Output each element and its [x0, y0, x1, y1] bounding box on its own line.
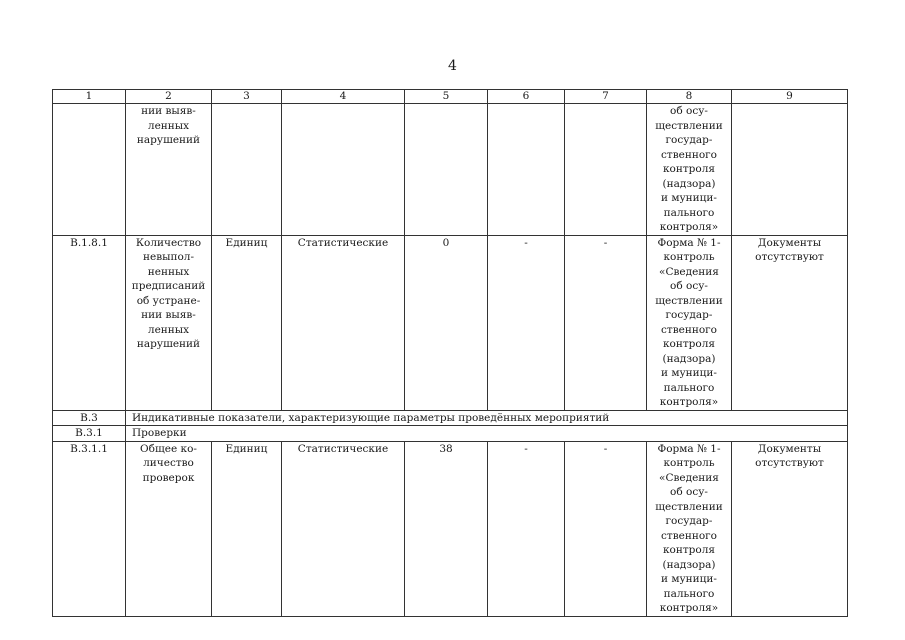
section-row-b31 [53, 426, 848, 442]
value-cell [405, 104, 488, 236]
col6-cell: - [488, 235, 565, 410]
code-cell [53, 104, 126, 236]
indicator-name-cell: Общее ко- личество проверок [126, 441, 212, 616]
method-cell: Статистические [282, 441, 405, 616]
unit-cell: Единиц [212, 235, 282, 410]
col7-cell: - [565, 235, 647, 410]
code-cell: В.1.8.1 [53, 235, 126, 410]
unit-cell: Единиц [212, 441, 282, 616]
unit-cell [212, 104, 282, 236]
table-row-b181 [53, 235, 848, 410]
col6-cell [488, 104, 565, 236]
documents-cell: Документы отсутствуют [732, 441, 848, 616]
method-cell: Статистические [282, 235, 405, 410]
column-number: 9 [732, 90, 848, 104]
column-number: 3 [212, 90, 282, 104]
section-title-cell: Индикативные показатели, характеризующие параметры проведённых мероприятий [126, 410, 848, 426]
source-cell: Форма № 1- контроль «Сведения об осу- ществлении государ- ственного контроля (надзора) и муници- пального контроля» [647, 441, 732, 616]
column-number: 1 [53, 90, 126, 104]
column-number: 5 [405, 90, 488, 104]
source-cell: Форма № 1- контроль «Сведения об осу- ществлении государ- ственного контроля (надзора) и муници- пального контроля» [647, 235, 732, 410]
col7-cell: - [565, 441, 647, 616]
column-number: 8 [647, 90, 732, 104]
page-number: 4 [448, 58, 457, 74]
column-number: 4 [282, 90, 405, 104]
column-number-row [53, 90, 848, 104]
indicator-name-cell: нии выяв- ленных нарушений [126, 104, 212, 236]
indicators-table [52, 89, 848, 617]
col7-cell [565, 104, 647, 236]
section-code-cell: В.3.1 [53, 426, 126, 442]
column-number: 6 [488, 90, 565, 104]
column-number: 7 [565, 90, 647, 104]
documents-cell [732, 104, 848, 236]
documents-cell: Документы отсутствуют [732, 235, 848, 410]
source-cell: об осу- ществлении государ- ственного контроля (надзора) и муници- пального контроля» [647, 104, 732, 236]
section-row-b3 [53, 410, 848, 426]
section-code-cell: В.3 [53, 410, 126, 426]
continuation-row [53, 104, 848, 236]
indicator-name-cell: Количество невыпол- ненных предписаний об устране- нии выяв- ленных нарушений [126, 235, 212, 410]
column-number: 2 [126, 90, 212, 104]
section-title-cell: Проверки [126, 426, 848, 442]
code-cell: В.3.1.1 [53, 441, 126, 616]
col6-cell: - [488, 441, 565, 616]
table-row-b311 [53, 441, 848, 616]
value-cell: 0 [405, 235, 488, 410]
method-cell [282, 104, 405, 236]
value-cell: 38 [405, 441, 488, 616]
